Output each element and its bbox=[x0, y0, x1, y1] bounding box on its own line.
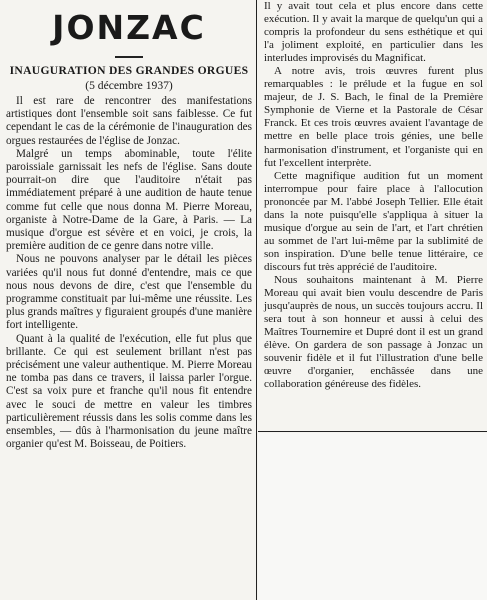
paragraph: Nous souhaitons maintenant à M. Pierre Moreau qui avait bien voulu descendre de Paris jusqu'auprès de nous, un succès toujours accru. Il sera tout à son honneur et aussi à celui des Maîtres Tournemire et Dupré dont il est un grand élève. On gardera de son passage à Jonzac un souvenir fidèle et il fut l'illustration d'une belle œuvre d'organier, enchâssée dans une collaboration généreuse des fidèles. bbox=[264, 273, 483, 391]
paragraph: Il est rare de rencontrer des manifestations artistiques dont l'ensemble soit sans faiblesse. Ce fut cependant le cas de la cérémonie de l'inauguration des orgues restaurées de l'église de Jonzac. bbox=[6, 95, 252, 147]
blank-area bbox=[258, 433, 487, 600]
right-column bbox=[258, 0, 487, 432]
paragraph: Nous ne pouvons analyser par le détail les pièces variées qu'il nous fut donné d'entendre, mais ce que nous nous devons de dire, c'est que l'ensemble du programme constituait par lui-même une réussite. Les plus grands maîtres y figuraient groupés d'une manière fort intelligente. bbox=[6, 253, 252, 332]
article-date: (5 décembre 1937) bbox=[85, 79, 173, 92]
paragraph: A notre avis, trois œuvres furent plus remarquables : le prélude et la fugue en sol majeur, de J. S. Bach, le final de la Première Symphonie de Vierne et la Pastorale de César Franck. Et ces trois œuvres avaient l'avantage de mettre en belle place trois génies, une belle harmonisation d'instrument, et l'organiste qui en fut l'excellent interprète. bbox=[264, 65, 483, 169]
paragraph: Malgré un temps abominable, toute l'élite paroissiale garnissait les nefs de l'église. Sans doute pourrait-on dire que l'auditoire n'était pas immédiatement préparé à une audition de haute tenue comme fut celle que nous donna M. Pierre Moreau, organiste à Notre-Dame de la Gare, à Paris. — La musique d'orgue est sévère et en voici, je crois, la première audition de ce genre dans notre ville. bbox=[6, 147, 252, 253]
title-rule bbox=[115, 56, 143, 58]
paragraph: Il y avait tout cela et plus encore dans cette exécution. Il y avait la marque de quelqu'un qui a compris la profondeur du sens esthétique et qui l'a joliment exploité, en particulier dans les interludes improvisés du Magnificat. bbox=[264, 0, 483, 65]
paragraph: Quant à la qualité de l'exécution, elle fut plus que brillante. Ce qui est seulement brillant n'est pas précisément une valeur authentique. M. Pierre Moreau ne tomba pas dans ce travers, il laissa parler l'orgue. C'est sa voix pure et franche qu'il nous fit entendre avec le souci de mettre en valeur les timbres particulièrement réussis dans les solis comme dans les ensembles, — dûs à l'harmonisation du jeune maître organier qu'est M. Boisseau, de Poitiers. bbox=[6, 332, 252, 451]
paragraph: Cette magnifique audition fut un moment interrompue pour faire place à l'allocution prononcée par M. l'abbé Joseph Tellier. Elle était dans la note puisqu'elle s'appliqua à situer la musique d'orgue au sein de l'art, et l'art chrétien au sommet de l'art lui-même par la sublimité de son inspiration. D'une belle tenue littéraire, ce discours fut très apprécié de l'auditoire. bbox=[264, 169, 483, 273]
article-headline: INAUGURATION DES GRANDES ORGUES bbox=[9, 64, 249, 77]
masthead-title: JONZAC bbox=[52, 8, 206, 47]
